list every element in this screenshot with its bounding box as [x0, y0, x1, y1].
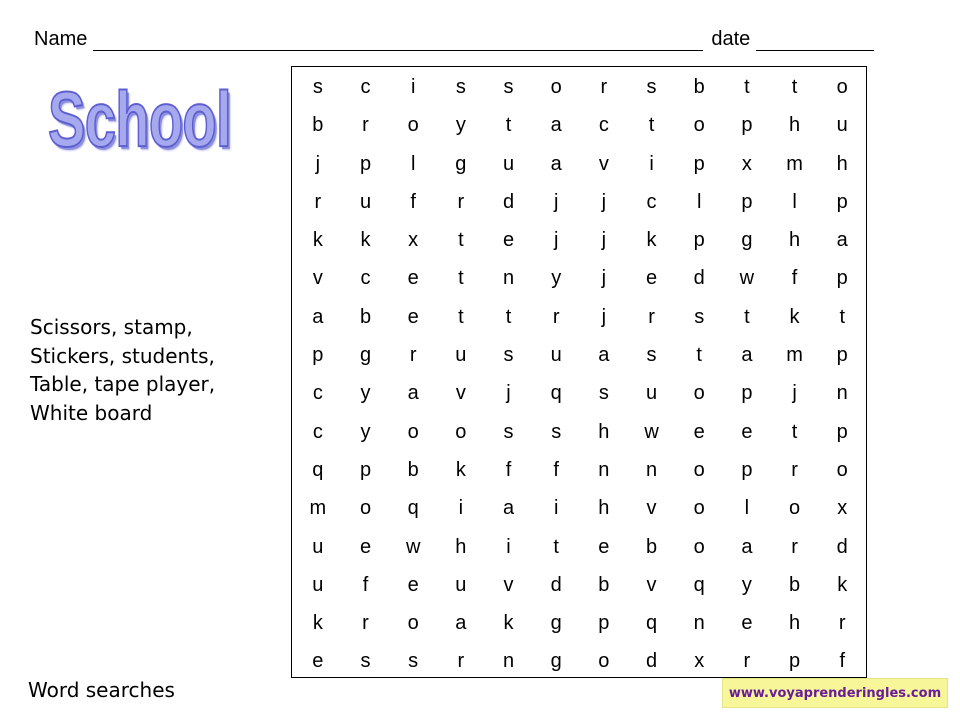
grid-cell: h [598, 497, 610, 520]
grid-cell: a [407, 382, 419, 405]
grid-cell: t [839, 305, 845, 328]
grid-cell: p [836, 190, 848, 213]
grid-cell: o [693, 497, 705, 520]
site-link[interactable]: www.voyaprenderingles.com [722, 678, 948, 708]
grid-cell: h [788, 612, 801, 635]
grid-cell: i [553, 497, 559, 520]
grid-cell: j [792, 382, 797, 405]
grid-cell: x [741, 152, 752, 175]
grid-cell: a [502, 497, 515, 520]
grid-cell: k [312, 229, 323, 252]
grid-cell: b [359, 305, 372, 328]
grid-cell: r [743, 650, 751, 673]
grid-cell: o [550, 76, 562, 98]
grid-cell: t [458, 267, 464, 290]
grid-cell: c [360, 267, 371, 290]
grid-cell: y [360, 420, 371, 443]
grid-row [292, 106, 866, 144]
grid-cell: s [646, 344, 657, 367]
grid-cell: a [312, 305, 324, 328]
grid-cell: r [600, 76, 608, 98]
grid-cell: w [405, 535, 421, 558]
grid-cell: n [836, 382, 848, 405]
grid-cell: c [360, 76, 371, 98]
grid-cell: i [410, 76, 416, 98]
grid-cell: b [693, 76, 705, 98]
grid-cell: t [791, 420, 798, 443]
grid-cell: s [646, 76, 657, 98]
grid-cell: t [505, 114, 512, 137]
grid-cell: t [696, 344, 702, 367]
grid-cell: p [741, 458, 753, 481]
page-title: School [48, 75, 231, 163]
grid-cell: b [788, 573, 801, 596]
grid-cell: c [646, 190, 657, 213]
grid-cell: j [315, 152, 321, 175]
grid-cell: k [837, 573, 848, 596]
grid-cell: g [741, 229, 753, 252]
grid-row [292, 413, 866, 451]
grid-cell: e [359, 535, 372, 558]
grid-cell: h [598, 420, 610, 443]
grid-cell: u [455, 344, 467, 367]
grid-cell: o [693, 382, 705, 405]
grid-cell: j [601, 190, 607, 213]
grid-cell: k [360, 229, 371, 252]
grid-cell: o [693, 114, 705, 137]
grid-cell: e [407, 305, 419, 328]
grid-cell: e [312, 650, 324, 673]
grid-cell: m [309, 497, 327, 520]
grid-cell: y [455, 114, 466, 137]
grid-cell: j [506, 382, 511, 405]
grid-cell: j [553, 190, 559, 213]
grid-cell: s [694, 305, 705, 328]
grid-cell: v [455, 382, 466, 405]
grid-cell: o [407, 420, 419, 443]
grid-cell: p [359, 152, 372, 175]
grid-cell: b [645, 535, 658, 558]
word-list-line: Table, tape player, [30, 372, 216, 396]
grid-cell: d [645, 650, 658, 673]
grid-cell: w [644, 420, 659, 443]
word-list-line: Scissors, stamp, [30, 315, 193, 339]
grid-cell: d [550, 573, 562, 596]
grid-cell: i [506, 535, 511, 558]
grid-cell: t [458, 305, 464, 328]
grid-row [292, 642, 866, 680]
grid-cell: u [312, 573, 324, 596]
grid-cell: q [312, 458, 324, 481]
grid-row [292, 451, 866, 489]
grid-cell: p [312, 344, 324, 367]
grid-cell: y [360, 382, 371, 405]
grid-cell: p [741, 382, 753, 405]
grid-cell: e [407, 267, 419, 290]
grid-row [292, 604, 866, 642]
grid-cell: p [359, 458, 372, 481]
grid-cell: n [645, 458, 658, 481]
grid-cell: o [359, 497, 372, 520]
word-search-grid [291, 66, 867, 678]
header-line [34, 28, 900, 51]
word-list-line: Stickers, students, [30, 343, 215, 368]
grid-cell: d [502, 190, 515, 213]
grid-cell: a [455, 612, 467, 635]
grid-row [292, 221, 866, 259]
date-label: date [711, 28, 751, 50]
grid-cell: v [598, 152, 609, 175]
grid-cell: f [839, 650, 845, 673]
grid-cell: n [598, 458, 610, 481]
grid-cell: d [693, 267, 705, 290]
date-blank [756, 30, 874, 51]
grid-cell: h [788, 229, 801, 252]
grid-cell: u [312, 535, 324, 558]
grid-cell: c [598, 114, 609, 137]
grid-cell: p [693, 152, 705, 175]
grid-cell: o [693, 458, 705, 481]
grid-cell: h [455, 535, 467, 558]
grid-cell: a [550, 152, 562, 175]
grid-cell: e [741, 612, 753, 635]
grid-cell: m [786, 152, 803, 175]
grid-cell: p [836, 267, 848, 290]
grid-cell: r [362, 114, 369, 137]
grid-cell: b [312, 114, 324, 137]
grid-cell: s [360, 650, 371, 673]
grid-cell: o [693, 535, 705, 558]
grid-cell: n [693, 612, 705, 635]
grid-cell: l [410, 152, 416, 175]
grid-cell: u [359, 190, 372, 213]
grid-cell: o [407, 612, 419, 635]
grid-row [292, 489, 866, 527]
grid-cell: k [503, 612, 514, 635]
grid-cell: a [836, 229, 848, 252]
grid-cell: p [788, 650, 801, 673]
grid-cell: j [553, 229, 559, 252]
grid-cell: e [645, 267, 658, 290]
grid-cell: f [410, 190, 416, 213]
grid-cell: t [648, 114, 655, 137]
grid-cell: r [552, 305, 560, 328]
grid-row [292, 566, 866, 604]
grid-cell: k [455, 458, 466, 481]
grid-row [292, 259, 866, 297]
grid-cell: a [598, 344, 610, 367]
grid-cell: v [646, 497, 657, 520]
grid-cell: r [409, 344, 417, 367]
grid-cell: x [837, 497, 848, 520]
grid-cell: y [741, 573, 752, 596]
word-list-line: White board [30, 400, 153, 425]
grid-cell: h [836, 152, 848, 175]
grid-cell: e [598, 535, 610, 558]
grid-cell: r [457, 650, 465, 673]
grid-cell: s [503, 344, 514, 367]
grid-cell: s [455, 76, 466, 98]
name-blank [93, 30, 703, 51]
name-label: Name [34, 28, 88, 50]
grid-cell: t [744, 76, 750, 98]
grid-cell: r [314, 190, 322, 213]
grid-cell: f [362, 573, 369, 596]
grid-cell: t [458, 229, 464, 252]
grid-cell: q [645, 612, 658, 635]
grid-cell: l [792, 190, 797, 213]
grid-cell: i [458, 497, 464, 520]
grid-cell: o [788, 497, 801, 520]
grid-cell: x [408, 229, 419, 252]
grid-cell: j [601, 305, 607, 328]
grid-row [292, 374, 866, 412]
grid-cell: e [502, 229, 515, 252]
grid-row [292, 528, 866, 566]
grid-cell: g [550, 650, 562, 673]
grid-cell: q [693, 573, 705, 596]
grid-cell: g [359, 344, 372, 367]
grid-cell: p [836, 344, 848, 367]
grid-cell: g [550, 612, 562, 635]
grid-cell: b [407, 458, 419, 481]
grid-cell: u [550, 344, 562, 367]
grid-cell: v [312, 267, 323, 290]
grid-cell: o [455, 420, 467, 443]
grid-cell: r [791, 535, 798, 558]
grid-cell: k [312, 612, 323, 635]
grid-cell: r [838, 612, 846, 635]
grid-cell: u [836, 114, 848, 137]
grid-cell: u [645, 382, 658, 405]
grid-cell: e [693, 420, 705, 443]
grid-cell: l [696, 190, 702, 213]
grid-cell: j [601, 267, 607, 290]
grid-cell: l [744, 497, 750, 520]
grid-cell: e [741, 420, 753, 443]
grid-cell: f [553, 458, 559, 481]
grid-cell: c [312, 420, 323, 443]
grid-cell: t [791, 76, 798, 98]
grid-cell: k [646, 229, 657, 252]
grid-cell: i [649, 152, 654, 175]
grid-cell: q [550, 382, 562, 405]
grid-cell: s [598, 382, 609, 405]
grid-row [292, 298, 866, 336]
grid-cell: w [739, 267, 755, 290]
footer-label: Word searches [28, 678, 175, 702]
grid-cell: o [598, 650, 610, 673]
word-list [30, 313, 215, 427]
grid-cell: k [789, 305, 800, 328]
grid-cell: f [791, 267, 798, 290]
grid-cell: u [455, 573, 467, 596]
grid-cell: q [407, 497, 419, 520]
grid-cell: d [836, 535, 848, 558]
grid-cell: o [407, 114, 419, 137]
grid-cell: r [457, 190, 465, 213]
grid-cell: p [836, 420, 848, 443]
grid-cell: g [455, 152, 467, 175]
grid-cell: a [550, 114, 562, 137]
grid-cell: h [788, 114, 801, 137]
grid-cell: p [693, 229, 705, 252]
grid-cell: p [741, 114, 753, 137]
grid-cell: f [505, 458, 512, 481]
grid-cell: t [505, 305, 512, 328]
grid-cell: s [312, 76, 323, 98]
grid-cell: v [646, 573, 657, 596]
grid-row [292, 336, 866, 374]
grid-cell: c [312, 382, 323, 405]
grid-cell: o [836, 76, 848, 98]
grid-row [292, 145, 866, 183]
grid-cell: s [503, 76, 514, 98]
grid-cell: s [551, 420, 562, 443]
grid-cell: m [786, 344, 803, 367]
grid-row [292, 183, 866, 221]
grid-cell: s [408, 650, 419, 673]
grid-cell: s [503, 420, 514, 443]
grid-cell: o [836, 458, 848, 481]
grid-cell: u [502, 152, 515, 175]
grid-cell: b [598, 573, 610, 596]
grid-cell: j [601, 229, 607, 252]
grid-cell: t [553, 535, 559, 558]
grid-cell: e [407, 573, 419, 596]
grid-cell: n [502, 650, 515, 673]
grid-cell: p [741, 190, 753, 213]
grid-cell: a [741, 344, 753, 367]
grid-cell: v [503, 573, 514, 596]
grid-row [292, 68, 866, 106]
grid-cell: x [694, 650, 705, 673]
grid-cell: p [598, 612, 610, 635]
grid-cell: t [744, 305, 750, 328]
grid-cell: r [362, 612, 369, 635]
grid-cell: r [791, 458, 798, 481]
grid-cell: r [648, 305, 655, 328]
grid-cell: a [741, 535, 753, 558]
grid-cell: n [502, 267, 515, 290]
grid-cell: y [551, 267, 562, 290]
